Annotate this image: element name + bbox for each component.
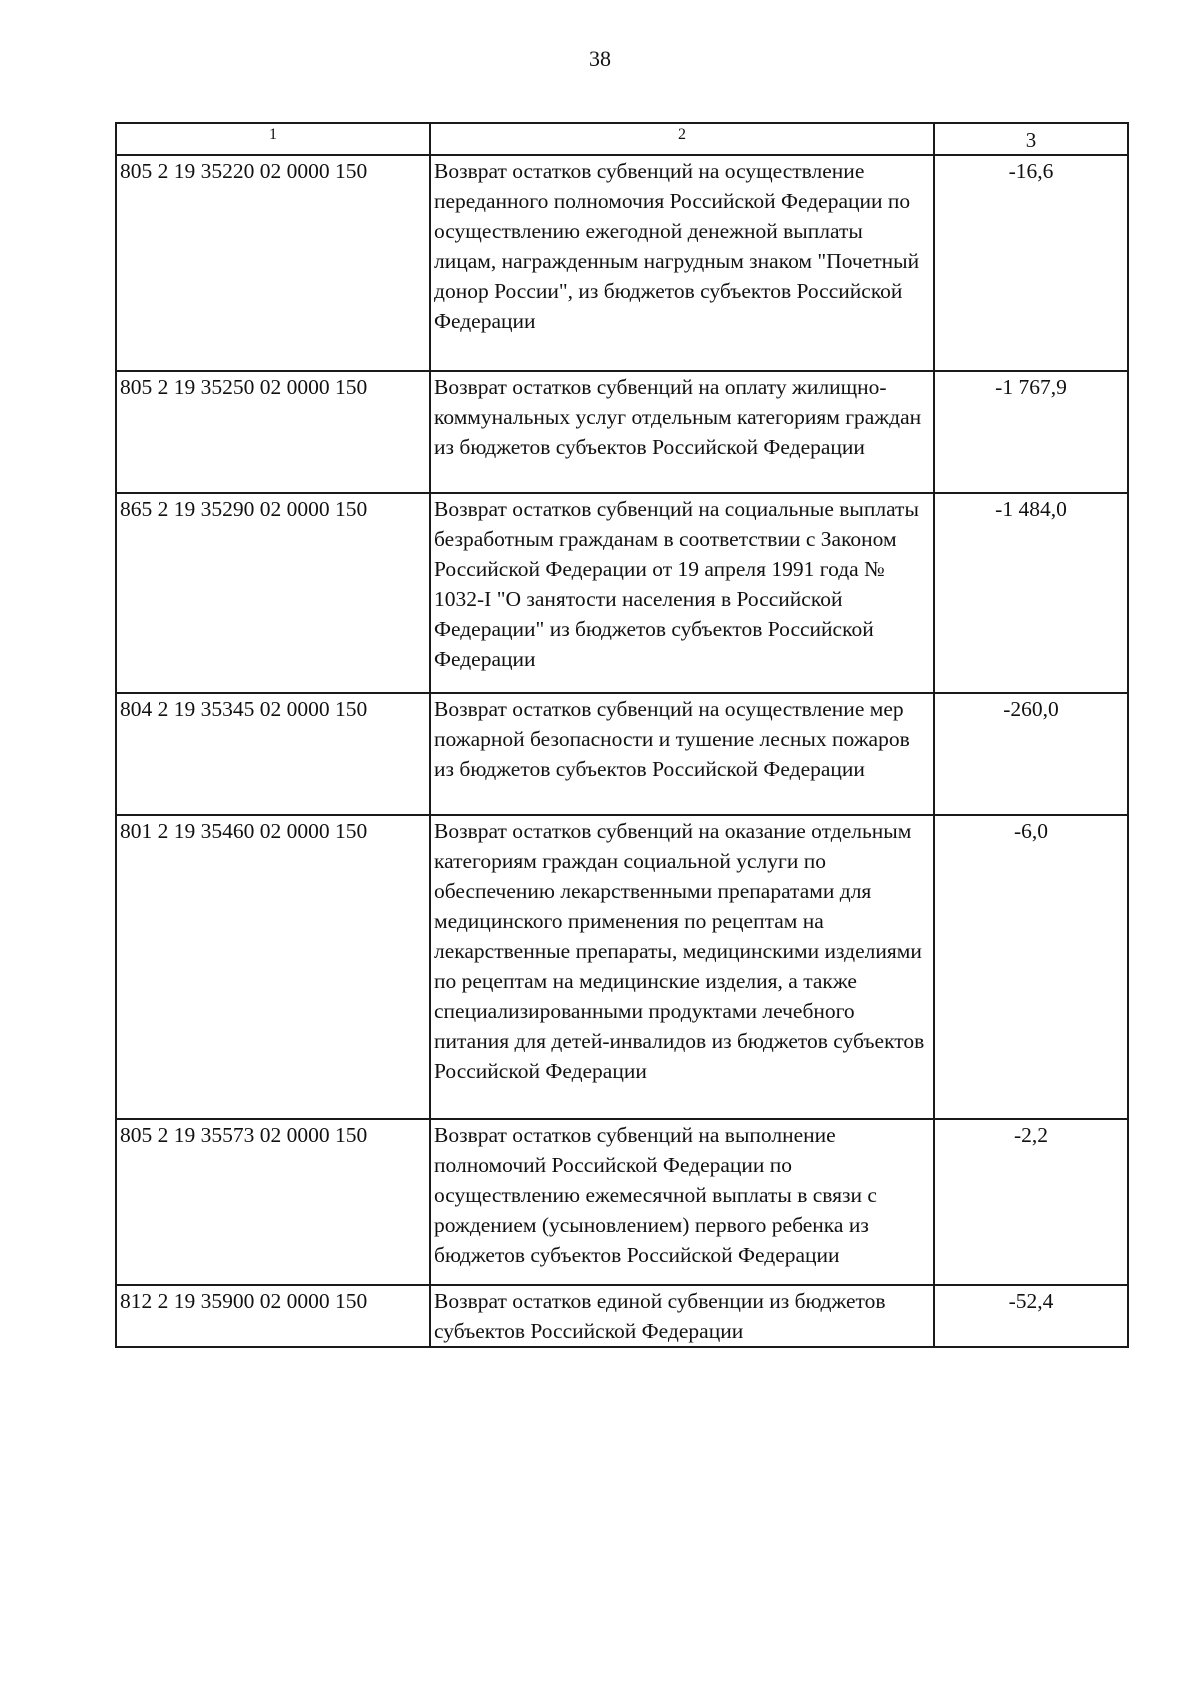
column-header-2: 2 bbox=[430, 123, 934, 155]
table-row bbox=[116, 1119, 1128, 1285]
budget-code-cell: 804 2 19 35345 02 0000 150 bbox=[116, 693, 430, 815]
amount-cell: -16,6 bbox=[934, 155, 1128, 371]
amount-cell: -260,0 bbox=[934, 693, 1128, 815]
amount-cell: -1 484,0 bbox=[934, 493, 1128, 693]
description-cell: Возврат остатков субвенций на выполнение полномочий Российской Федерации по осуществлению ежемесячной выплаты в связи с рождением (усыновлением) первого ребенка из бюджетов субъектов Российской Федерации bbox=[430, 1119, 934, 1285]
budget-code-cell: 865 2 19 35290 02 0000 150 bbox=[116, 493, 430, 693]
amount-cell: -1 767,9 bbox=[934, 371, 1128, 493]
description-cell: Возврат остатков единой субвенции из бюджетов субъектов Российской Федерации bbox=[430, 1285, 934, 1347]
description-cell: Возврат остатков субвенций на осуществление мер пожарной безопасности и тушение лесных пожаров из бюджетов субъектов Российской Федерации bbox=[430, 693, 934, 815]
page-number: 38 bbox=[589, 46, 611, 71]
table-row bbox=[116, 1285, 1128, 1347]
description-cell: Возврат остатков субвенций на социальные выплаты безработным гражданам в соответствии с Законом Российской Федерации от 19 апреля 1991 года № 1032-I "О занятости населения в Российской Федерации" из бюджетов субъектов Российской Федерации bbox=[430, 493, 934, 693]
description-cell: Возврат остатков субвенций на оказание отдельным категориям граждан социальной услуги по обеспечению лекарственными препаратами для медицинского применения по рецептам на лекарственные препараты, медицинскими изделиями по рецептам на медицинские изделия, а также специализированными продуктами лечебного питания для детей-инвалидов из бюджетов субъектов Российской Федерации bbox=[430, 815, 934, 1119]
budget-code-cell: 801 2 19 35460 02 0000 150 bbox=[116, 815, 430, 1119]
budget-code-cell: 805 2 19 35220 02 0000 150 bbox=[116, 155, 430, 371]
budget-code-cell: 805 2 19 35250 02 0000 150 bbox=[116, 371, 430, 493]
table-row bbox=[116, 155, 1128, 371]
amount-cell: -2,2 bbox=[934, 1119, 1128, 1285]
table-row bbox=[116, 371, 1128, 493]
table-row bbox=[116, 693, 1128, 815]
budget-table bbox=[115, 122, 1129, 1348]
amount-cell: -52,4 bbox=[934, 1285, 1128, 1347]
table-header-row bbox=[116, 123, 1128, 155]
amount-cell: -6,0 bbox=[934, 815, 1128, 1119]
column-header-3: 3 bbox=[934, 123, 1128, 155]
description-cell: Возврат остатков субвенций на осуществление переданного полномочия Российской Федерации по осуществлению ежегодной денежной выплаты лицам, награжденным нагрудным знаком "Почетный донор России", из бюджетов субъектов Российской Федерации bbox=[430, 155, 934, 371]
budget-code-cell: 812 2 19 35900 02 0000 150 bbox=[116, 1285, 430, 1347]
table-row bbox=[116, 815, 1128, 1119]
description-cell: Возврат остатков субвенций на оплату жилищно-коммунальных услуг отдельным категориям граждан из бюджетов субъектов Российской Федерации bbox=[430, 371, 934, 493]
budget-code-cell: 805 2 19 35573 02 0000 150 bbox=[116, 1119, 430, 1285]
column-header-1: 1 bbox=[116, 123, 430, 155]
table-row bbox=[116, 493, 1128, 693]
